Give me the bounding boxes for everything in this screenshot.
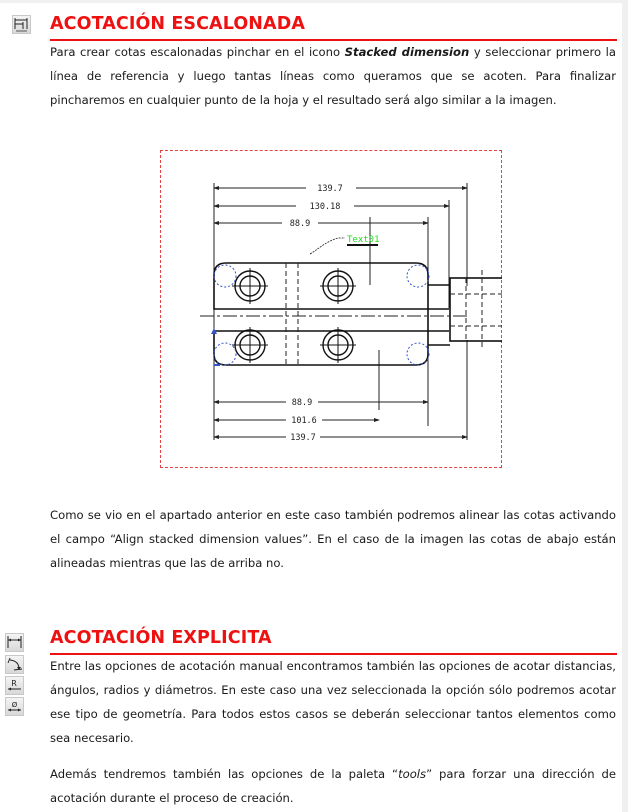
emphasis-tools: tools bbox=[398, 767, 427, 781]
stacked-dimension-icon bbox=[12, 15, 31, 34]
paragraph-tools bbox=[50, 762, 616, 810]
dim-bottom-101-6: 101.6 bbox=[291, 416, 317, 426]
text-run: Además tendremos también las opciones de la paleta “ bbox=[50, 767, 399, 781]
section-heading-escalonada: ACOTACIÓN ESCALONADA bbox=[50, 14, 305, 34]
extension-lines bbox=[214, 183, 467, 440]
dim-bottom-139-7: 139.7 bbox=[290, 433, 316, 443]
dim-bottom-88-9: 88.9 bbox=[291, 398, 313, 408]
section-heading-explicita: ACOTACIÓN EXPLICITA bbox=[50, 628, 272, 648]
dim-top-88-9: 88.9 bbox=[289, 219, 311, 229]
diameter-label: Ø bbox=[11, 701, 18, 709]
dim-top-139-7: 139.7 bbox=[317, 184, 343, 194]
text-run: y seleccionar primero la línea de referencia y luego tantas líneas como queramos que se acoten. Para finalizar pincharemos en cualquier punto de la hoja y el resultado será algo similar a la imagen. bbox=[50, 45, 616, 107]
text-run: Para crear cotas escalonadas pinchar en el icono bbox=[50, 45, 345, 59]
text-run: ” para forzar una dirección de acotación durante el proceso de creación. bbox=[50, 767, 616, 805]
paragraph-explicit: Entre las opciones de acotación manual encontramos también las opciones de acotar distancias, ángulos, radios y diámetros. En este caso una vez seleccionada la opción sólo podremos acotar ese tipo de geometría. Para todos estos casos se deberán seleccionar tantos elementos como sea necesario. bbox=[50, 659, 616, 745]
radius-dimension-icon[interactable] bbox=[5, 676, 24, 695]
technical-drawing bbox=[160, 150, 502, 468]
paragraph-intro bbox=[50, 40, 616, 112]
dim-top-130-18: 130.18 bbox=[309, 202, 341, 212]
selected-fillets bbox=[214, 265, 429, 365]
annotation-text: Text01 bbox=[347, 235, 380, 245]
distance-dimension-icon[interactable] bbox=[5, 633, 24, 652]
leader-line bbox=[310, 238, 345, 254]
paragraph-align: Como se vio en el apartado anterior en este caso también podremos alinear las cotas activando el campo “Align stacked dimension values”. En el caso de la imagen las cotas de abajo están alineadas mientras que las de arriba no. bbox=[50, 508, 616, 570]
angle-dimension-icon[interactable] bbox=[5, 655, 24, 674]
emphasis-stacked-dimension: Stacked dimension bbox=[344, 45, 470, 59]
radius-label: R bbox=[11, 679, 17, 688]
diameter-dimension-icon[interactable] bbox=[5, 697, 24, 716]
